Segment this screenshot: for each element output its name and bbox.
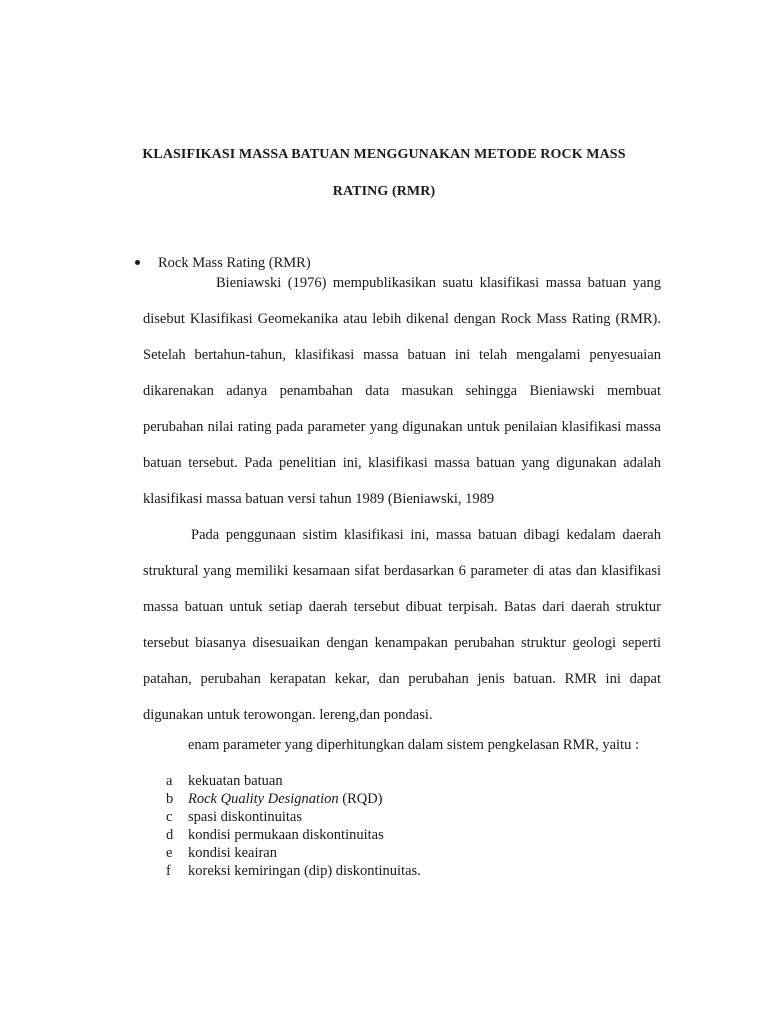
list-item — [166, 826, 421, 844]
list-item — [166, 862, 421, 880]
list-item — [166, 844, 421, 862]
list-item-letter: d — [166, 827, 174, 843]
paragraph-2-text: Pada penggunaan sistim klasifikasi ini, massa batuan dibagi kedalam daerah struktural yang memiliki kesamaan sifat berdasarkan 6 parameter di atas dan klasifikasi massa batuan untuk setiap daerah tersebut dibuat terpisah. Batas dari daerah struktur tersebut biasanya disesuaikan dengan kenampakan perubahan struktur geologi seperti patahan, perubahan kerapatan kekar, dan perubahan jenis batuan. RMR ini dapat digunakan untuk terowongan. lereng,dan pondasi. — [143, 527, 661, 723]
list-item-letter: b — [166, 791, 174, 807]
list-intro: enam parameter yang diperhitungkan dalam sistem pengkelasan RMR, yaitu : — [188, 737, 639, 753]
list-item-letter: a — [166, 773, 173, 789]
paragraph-1-text: Bieniawski (1976) mempublikasikan suatu klasifikasi massa batuan yang disebut Klasifikasi Geomekanika atau lebih dikenal dengan Rock Mass Rating (RMR). Setelah bertahun-tahun, klasifikasi massa batuan ini telah mengalami penyesuaian dikarenakan adanya penambahan data masukan sehingga Bieniawski membuat perubahan nilai rating pada parameter yang digunakan untuk penilaian klasifikasi massa batuan tersebut. Pada penelitian ini, klasifikasi massa batuan yang digunakan adalah klasifikasi massa batuan versi tahun 1989 (Bieniawski, 1989 — [143, 275, 661, 507]
list-item-letter: c — [166, 809, 173, 825]
list-item-text: kondisi permukaan diskontinuitas — [188, 827, 384, 843]
list-item-text: koreksi kemiringan (dip) diskontinuitas. — [188, 863, 421, 879]
bullet-text: Rock Mass Rating (RMR) — [158, 255, 311, 271]
document-title-line-2: RATING (RMR) — [332, 184, 436, 199]
list-item-letter: e — [166, 845, 173, 861]
document-title-line-1: KLASIFIKASI MASSA BATUAN MENGGUNAKAN METODE ROCK MASS — [142, 147, 626, 162]
parameter-list — [166, 772, 421, 880]
list-item-italic-text: Rock Quality Designation — [188, 791, 339, 807]
list-item — [166, 808, 421, 826]
list-item — [166, 772, 421, 790]
list-item — [166, 790, 421, 808]
list-item-text: (RQD) — [338, 791, 383, 807]
list-item-text: spasi diskontinuitas — [188, 809, 302, 825]
list-item-text: kekuatan batuan — [188, 773, 283, 789]
paragraph-1 — [143, 265, 661, 517]
paragraph-2 — [143, 517, 661, 733]
list-item-text: kondisi keairan — [188, 845, 277, 861]
bullet-dot-icon — [135, 260, 140, 265]
list-item-letter: f — [166, 863, 171, 879]
